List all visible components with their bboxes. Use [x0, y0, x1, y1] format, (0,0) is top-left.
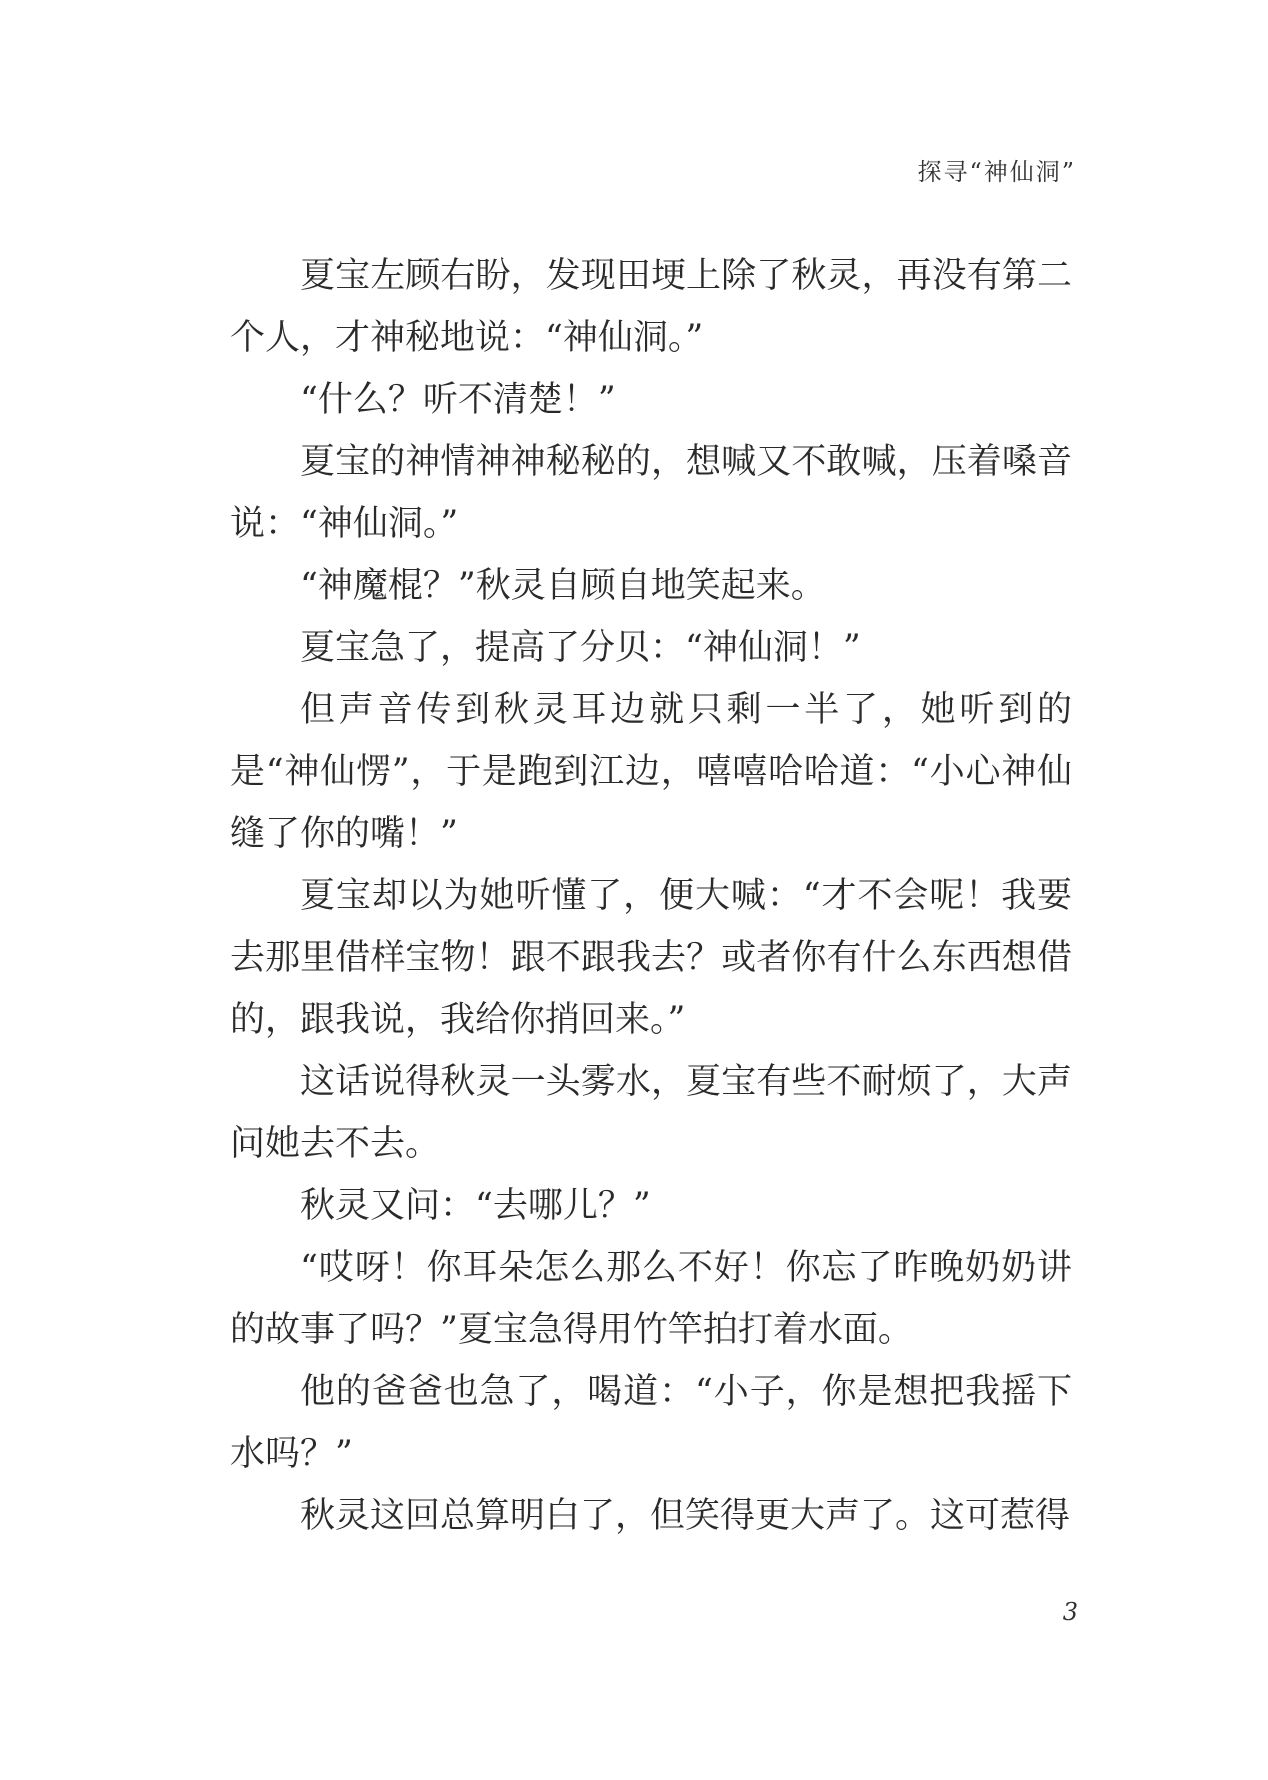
- paragraph: 秋灵又问：“去哪儿？”: [300, 1186, 651, 1226]
- paragraph: 但声音传到秋灵耳边就只剩一半了，她听到的是“神仙愣”，于是跑到江边，嘻嘻哈哈道：“小心神仙缝了你的嘴！”: [230, 690, 1072, 854]
- paragraph: 这话说得秋灵一头雾水，夏宝有些不耐烦了，大声问她去不去。: [230, 1062, 1072, 1164]
- paragraph: “哎呀！你耳朵怎么那么不好！你忘了昨晚奶奶讲的故事了吗？”夏宝急得用竹竿拍打着水面。: [230, 1248, 1072, 1350]
- paragraph: 夏宝却以为她听懂了，便大喊：“才不会呢！我要去那里借样宝物！跟不跟我去？或者你有什么东西想借的，跟我说，我给你捎回来。”: [230, 876, 1072, 1040]
- paragraph: 夏宝左顾右盼，发现田埂上除了秋灵，再没有第二个人，才神秘地说：“神仙洞。”: [230, 256, 1072, 358]
- paragraph: 夏宝的神情神神秘秘的，想喊又不敢喊，压着嗓音说：“神仙洞。”: [230, 442, 1072, 544]
- paragraph: 夏宝急了，提高了分贝：“神仙洞！”: [300, 628, 861, 668]
- paragraph: 秋灵这回总算明白了，但笑得更大声了。这可惹得: [300, 1496, 1071, 1536]
- paragraph: 他的爸爸也急了，喝道：“小子，你是想把我摇下水吗？”: [230, 1372, 1072, 1474]
- running-head: 探寻“神仙洞”: [917, 158, 1076, 186]
- paragraph: “神魔棍？”秋灵自顾自地笑起来。: [300, 566, 826, 606]
- page-number: 3: [1062, 1598, 1078, 1626]
- body-text: [230, 245, 1072, 1547]
- paragraph: “什么？听不清楚！”: [300, 380, 616, 420]
